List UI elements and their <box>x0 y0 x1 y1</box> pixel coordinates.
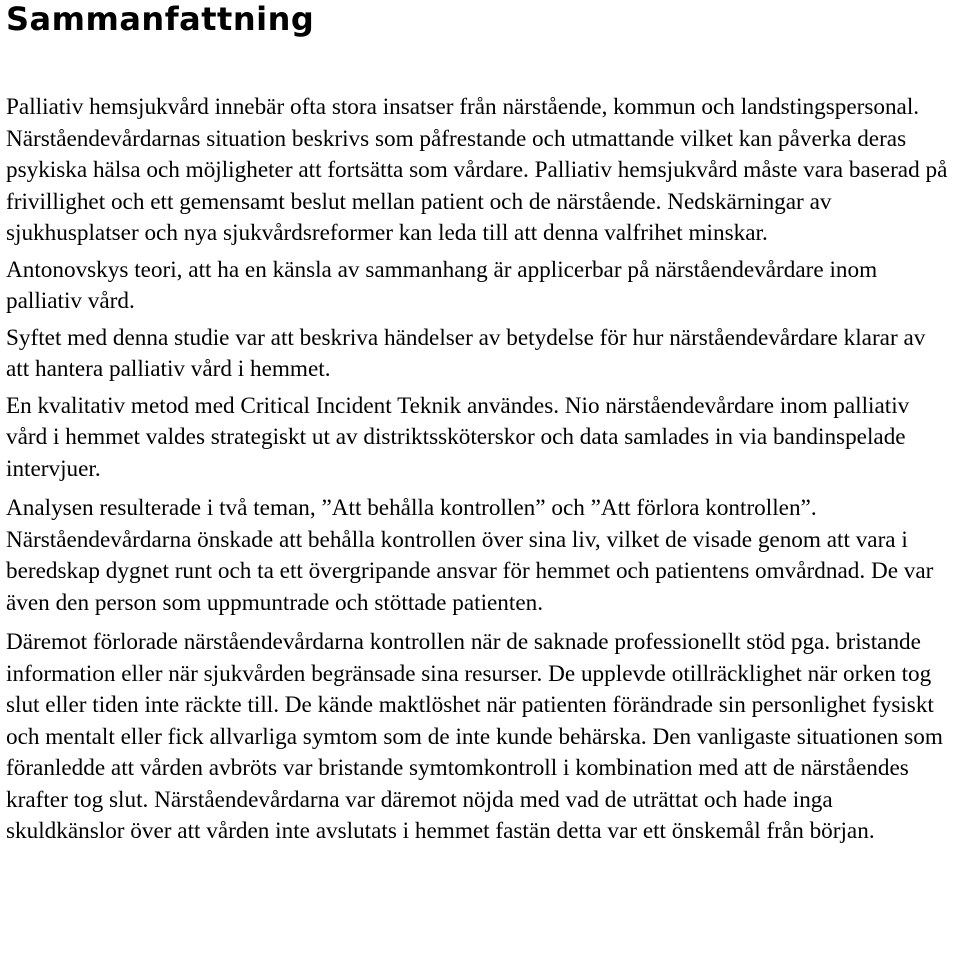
paragraph-method: En kvalitativ metod med Critical Incident Teknik användes. Nio närståendevårdare inom palliativ vård i hemmet valdes strategiskt ut av distriktssköterskor och data samlades in via bandinspelade intervjuer. <box>6 392 910 482</box>
paragraph-results: Analysen resulterade i två teman, ”Att behålla kontrollen” och ”Att förlora kontrollen”. Närståendevårdarna önskade att behålla kontrollen över sina liv, vilket de visade genom att vara i beredskap dygnet runt och ta ett övergripande ansvar för hemmet och patientens omvårdnad. De var även den person som uppmuntrade och stöttade patienten. <box>6 495 934 616</box>
paragraph-background: Palliativ hemsjukvård innebär ofta stora insatser från närstående, kommun och landstingspersonal. Närståendevårdarnas situation beskrivs som påfrestande och utmattande vilket kan påverka deras psykiska hälsa och möjligheter att fortsätta som vårdare. Palliativ hemsjukvård måste vara baserad på frivillighet och ett gemensamt beslut mellan patient och de närstående. Nedskärningar av sjukhusplatser och nya sjukvårdsreformer kan leda till att denna valfrihet minskar. <box>6 94 948 246</box>
document-page <box>6 0 954 848</box>
paragraph-aim: Syftet med denna studie var att beskriva händelser av betydelse för hur närståendevårdare klarar av att hantera palliativ vård i hemmet. <box>6 324 926 382</box>
paragraph-theory: Antonovskys teori, att ha en känsla av sammanhang är applicerbar på närståendevårdare inom palliativ vård. <box>6 256 878 314</box>
paragraph-results-continued: Däremot förlorade närståendevårdarna kontrollen när de saknade professionellt stöd pga. bristande information eller när sjukvården begränsade sina resurser. De upplevde otillräcklighet när orken tog slut eller tiden inte räckte till. De kände maktlöshet när patienten förändrade sin personlighet fysiskt och mentalt eller fick allvarliga symtom som de inte kunde behärska. Den vanligaste situationen som föranledde att vården avbröts var bristande symtomkontroll i kombination med att de närståendes krafter tog slut. Närståendevårdarna var däremot nöjda med vad de uträttat och hade inga skuldkänslor över att vården inte avslutats i hemmet fastän detta var ett önskemål från början. <box>6 629 943 844</box>
page-title: Sammanfattning <box>6 0 315 38</box>
